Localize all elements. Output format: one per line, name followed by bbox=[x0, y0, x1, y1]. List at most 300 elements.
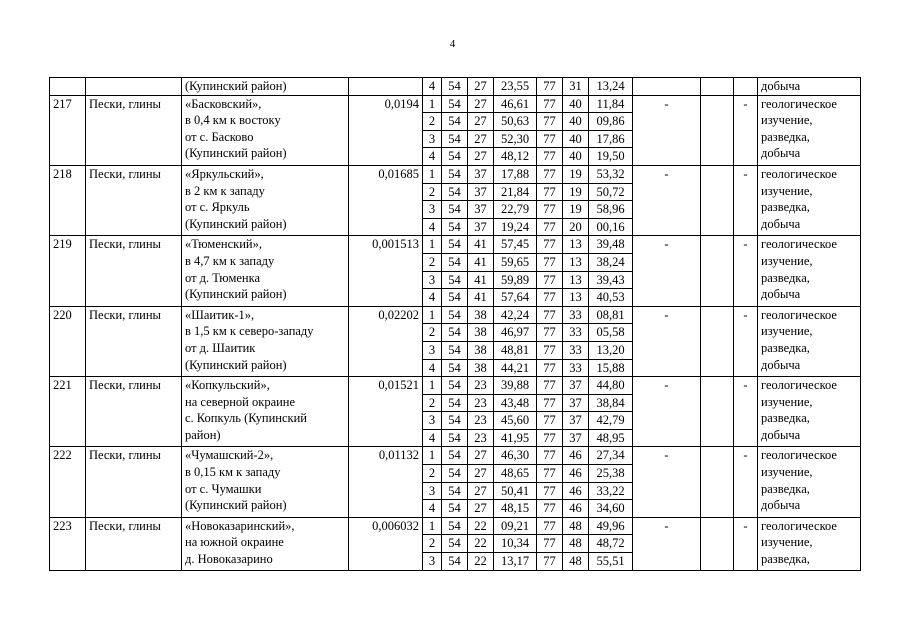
cell-lon-sec: 05,58 bbox=[589, 324, 633, 342]
cell-lon-deg: 77 bbox=[537, 412, 563, 430]
cell-point-n: 1 bbox=[423, 95, 442, 113]
cell-lon-min: 46 bbox=[563, 482, 589, 500]
cell-lat-deg: 54 bbox=[442, 183, 468, 201]
table-row bbox=[50, 236, 861, 254]
cell-lon-deg: 77 bbox=[537, 324, 563, 342]
cell-area: 0,02202 bbox=[349, 306, 423, 376]
purpose-line: геологическое bbox=[761, 518, 837, 533]
cell-lat-deg: 54 bbox=[442, 165, 468, 183]
table-row-continued bbox=[50, 78, 861, 96]
location-line: (Купинский район) bbox=[185, 357, 287, 372]
cell-lon-deg: 77 bbox=[537, 377, 563, 395]
cell-lon-sec: 44,80 bbox=[589, 377, 633, 395]
cell-num: 220 bbox=[50, 306, 86, 376]
cell-purpose bbox=[758, 165, 861, 235]
cell-lat-min: 38 bbox=[468, 324, 494, 342]
cell-lat-sec: 50,63 bbox=[494, 113, 537, 131]
cell-lat-min: 22 bbox=[468, 553, 494, 571]
cell-lon-min: 46 bbox=[563, 465, 589, 483]
cell-purpose bbox=[758, 377, 861, 447]
location-line: в 1,5 км к северо-западу bbox=[185, 324, 314, 339]
cell-lat-deg: 54 bbox=[442, 95, 468, 113]
table-row bbox=[50, 377, 861, 395]
cell-mineral: Пески, глины bbox=[86, 236, 182, 306]
cell-lon-deg: 77 bbox=[537, 165, 563, 183]
cell-num: 222 bbox=[50, 447, 86, 517]
cell-lon-min: 46 bbox=[563, 500, 589, 518]
cell-lon-min: 13 bbox=[563, 271, 589, 289]
cell-lon-min: 33 bbox=[563, 341, 589, 359]
cell-lon-min: 31 bbox=[563, 78, 589, 96]
cell-lon-sec: 34,60 bbox=[589, 500, 633, 518]
cell-lon-deg: 77 bbox=[537, 341, 563, 359]
cell-lat-sec: 39,88 bbox=[494, 377, 537, 395]
location-line: район) bbox=[185, 427, 221, 442]
location-line: «Копкульский», bbox=[185, 378, 270, 393]
cell-lat-sec: 57,45 bbox=[494, 236, 537, 254]
cell-point-n: 4 bbox=[423, 148, 442, 166]
cell-lat-deg: 54 bbox=[442, 78, 468, 96]
table-row bbox=[50, 306, 861, 324]
cell-extra-2 bbox=[701, 78, 734, 96]
purpose-line: изучение, bbox=[761, 324, 813, 339]
cell-lat-min: 41 bbox=[468, 236, 494, 254]
cell-lon-min: 40 bbox=[563, 148, 589, 166]
cell-lat-deg: 54 bbox=[442, 500, 468, 518]
cell-lon-deg: 77 bbox=[537, 253, 563, 271]
cell-num: 217 bbox=[50, 95, 86, 165]
cell-lon-min: 37 bbox=[563, 394, 589, 412]
cell-lat-sec: 48,81 bbox=[494, 341, 537, 359]
cell-lon-sec: 38,84 bbox=[589, 394, 633, 412]
purpose-line: изучение, bbox=[761, 535, 813, 550]
cell-location bbox=[182, 236, 349, 306]
cell-extra-2 bbox=[701, 447, 734, 517]
cell-point-n: 1 bbox=[423, 447, 442, 465]
cell-lat-min: 22 bbox=[468, 517, 494, 535]
cell-point-n: 2 bbox=[423, 465, 442, 483]
purpose-line: разведка, bbox=[761, 411, 810, 426]
cell-lon-min: 13 bbox=[563, 289, 589, 307]
purpose-line: геологическое bbox=[761, 378, 837, 393]
cell-lat-min: 27 bbox=[468, 113, 494, 131]
table-row bbox=[50, 517, 861, 535]
cell-extra-1: - bbox=[633, 165, 701, 235]
cell-purpose bbox=[758, 447, 861, 517]
cell-extra-1: - bbox=[633, 95, 701, 165]
cell-lat-min: 37 bbox=[468, 165, 494, 183]
cell-lat-sec: 45,60 bbox=[494, 412, 537, 430]
cell-area bbox=[349, 78, 423, 96]
cell-purpose bbox=[758, 95, 861, 165]
cell-lat-deg: 54 bbox=[442, 253, 468, 271]
cell-lon-sec: 39,48 bbox=[589, 236, 633, 254]
cell-lat-min: 27 bbox=[468, 148, 494, 166]
cell-lat-min: 23 bbox=[468, 394, 494, 412]
cell-lat-min: 41 bbox=[468, 289, 494, 307]
cell-point-n: 3 bbox=[423, 201, 442, 219]
cell-lat-deg: 54 bbox=[442, 359, 468, 377]
cell-point-n: 3 bbox=[423, 341, 442, 359]
cell-lon-sec: 48,72 bbox=[589, 535, 633, 553]
cell-lat-min: 27 bbox=[468, 78, 494, 96]
cell-lon-deg: 77 bbox=[537, 465, 563, 483]
cell-lon-sec: 40,53 bbox=[589, 289, 633, 307]
cell-purpose bbox=[758, 236, 861, 306]
cell-lon-min: 48 bbox=[563, 553, 589, 571]
cell-point-n: 1 bbox=[423, 236, 442, 254]
cell-lat-deg: 54 bbox=[442, 341, 468, 359]
cell-location bbox=[182, 447, 349, 517]
purpose-line: разведка, bbox=[761, 129, 810, 144]
cell-lat-deg: 54 bbox=[442, 218, 468, 236]
cell-lon-sec: 55,51 bbox=[589, 553, 633, 571]
cell-extra-2 bbox=[701, 377, 734, 447]
purpose-line: разведка, bbox=[761, 340, 810, 355]
cell-point-n: 2 bbox=[423, 324, 442, 342]
cell-lon-sec: 38,24 bbox=[589, 253, 633, 271]
cell-area: 0,006032 bbox=[349, 517, 423, 570]
cell-location bbox=[182, 165, 349, 235]
purpose-line: добыча bbox=[761, 357, 801, 372]
cell-point-n: 3 bbox=[423, 271, 442, 289]
purpose-line: геологическое bbox=[761, 237, 837, 252]
cell-lon-min: 33 bbox=[563, 306, 589, 324]
cell-lon-deg: 77 bbox=[537, 500, 563, 518]
cell-lon-sec: 58,96 bbox=[589, 201, 633, 219]
cell-lon-min: 37 bbox=[563, 377, 589, 395]
cell-lon-min: 33 bbox=[563, 324, 589, 342]
cell-lat-sec: 21,84 bbox=[494, 183, 537, 201]
cell-lon-sec: 15,88 bbox=[589, 359, 633, 377]
purpose-line: добыча bbox=[761, 216, 801, 231]
cell-mineral: Пески, глины bbox=[86, 165, 182, 235]
cell-extra-3: - bbox=[734, 236, 758, 306]
location-line: д. Новоказарино bbox=[185, 552, 273, 567]
cell-extra-3: - bbox=[734, 377, 758, 447]
location-line: в 0,15 км к западу bbox=[185, 465, 281, 480]
cell-lat-sec: 23,55 bbox=[494, 78, 537, 96]
cell-area: 0,001513 bbox=[349, 236, 423, 306]
cell-lon-deg: 77 bbox=[537, 394, 563, 412]
cell-lon-deg: 77 bbox=[537, 517, 563, 535]
cell-mineral: Пески, глины bbox=[86, 306, 182, 376]
cell-lat-deg: 54 bbox=[442, 306, 468, 324]
cell-lon-deg: 77 bbox=[537, 359, 563, 377]
cell-point-n: 4 bbox=[423, 359, 442, 377]
cell-lat-min: 27 bbox=[468, 465, 494, 483]
cell-point-n: 1 bbox=[423, 377, 442, 395]
cell-mineral: Пески, глины bbox=[86, 517, 182, 570]
cell-point-n: 3 bbox=[423, 553, 442, 571]
location-line: (Купинский район) bbox=[185, 498, 287, 513]
cell-extra-3: - bbox=[734, 517, 758, 570]
cell-extra-1: - bbox=[633, 447, 701, 517]
location-line: «Чумашский-2», bbox=[185, 448, 274, 463]
cell-lat-deg: 54 bbox=[442, 289, 468, 307]
cell-extra-3 bbox=[734, 78, 758, 96]
cell-location bbox=[182, 377, 349, 447]
cell-lon-sec: 49,96 bbox=[589, 517, 633, 535]
cell-lat-deg: 54 bbox=[442, 148, 468, 166]
cell-area: 0,01521 bbox=[349, 377, 423, 447]
location-line: от с. Чумашки bbox=[185, 481, 262, 496]
cell-mineral: Пески, глины bbox=[86, 447, 182, 517]
purpose-line: разведка, bbox=[761, 200, 810, 215]
location-line: (Купинский район) bbox=[185, 216, 287, 231]
purpose-line: разведка, bbox=[761, 481, 810, 496]
cell-num bbox=[50, 78, 86, 96]
cell-lat-sec: 50,41 bbox=[494, 482, 537, 500]
cell-lat-min: 22 bbox=[468, 535, 494, 553]
cell-extra-1: - bbox=[633, 306, 701, 376]
cell-lon-deg: 77 bbox=[537, 78, 563, 96]
location-line: от с. Басково bbox=[185, 129, 254, 144]
cell-lat-sec: 46,30 bbox=[494, 447, 537, 465]
cell-lon-min: 37 bbox=[563, 429, 589, 447]
cell-lon-min: 40 bbox=[563, 130, 589, 148]
cell-lon-sec: 13,20 bbox=[589, 341, 633, 359]
table-row bbox=[50, 447, 861, 465]
cell-extra-2 bbox=[701, 165, 734, 235]
cell-lat-sec: 22,79 bbox=[494, 201, 537, 219]
cell-lon-deg: 77 bbox=[537, 535, 563, 553]
cell-lon-min: 19 bbox=[563, 183, 589, 201]
cell-lat-sec: 59,65 bbox=[494, 253, 537, 271]
location-line: от с. Яркуль bbox=[185, 200, 250, 215]
cell-lat-min: 23 bbox=[468, 377, 494, 395]
cell-lon-deg: 77 bbox=[537, 429, 563, 447]
cell-lon-sec: 17,86 bbox=[589, 130, 633, 148]
cell-lat-sec: 48,65 bbox=[494, 465, 537, 483]
table-row bbox=[50, 165, 861, 183]
purpose-line: геологическое bbox=[761, 166, 837, 181]
cell-lon-sec: 50,72 bbox=[589, 183, 633, 201]
cell-lon-sec: 13,24 bbox=[589, 78, 633, 96]
table-row bbox=[50, 95, 861, 113]
cell-point-n: 3 bbox=[423, 482, 442, 500]
purpose-line: изучение, bbox=[761, 253, 813, 268]
cell-extra-3: - bbox=[734, 95, 758, 165]
cell-location: (Купинский район) bbox=[182, 78, 349, 96]
location-line: на южной окраине bbox=[185, 535, 284, 550]
purpose-line: геологическое bbox=[761, 96, 837, 111]
cell-lon-sec: 09,86 bbox=[589, 113, 633, 131]
cell-lat-deg: 54 bbox=[442, 412, 468, 430]
cell-lon-min: 19 bbox=[563, 201, 589, 219]
cell-lat-min: 27 bbox=[468, 130, 494, 148]
cell-lon-deg: 77 bbox=[537, 482, 563, 500]
cell-mineral: Пески, глины bbox=[86, 377, 182, 447]
cell-purpose bbox=[758, 517, 861, 570]
cell-extra-3: - bbox=[734, 306, 758, 376]
cell-lon-deg: 77 bbox=[537, 95, 563, 113]
cell-point-n: 2 bbox=[423, 183, 442, 201]
cell-lat-min: 38 bbox=[468, 306, 494, 324]
cell-area: 0,01685 bbox=[349, 165, 423, 235]
location-line: «Тюменский», bbox=[185, 237, 262, 252]
cell-lat-min: 41 bbox=[468, 253, 494, 271]
cell-lon-min: 48 bbox=[563, 535, 589, 553]
cell-lat-min: 27 bbox=[468, 447, 494, 465]
cell-point-n: 4 bbox=[423, 78, 442, 96]
purpose-line: добыча bbox=[761, 427, 801, 442]
cell-lat-sec: 57,64 bbox=[494, 289, 537, 307]
cell-point-n: 4 bbox=[423, 289, 442, 307]
cell-lon-sec: 00,16 bbox=[589, 218, 633, 236]
cell-lon-min: 19 bbox=[563, 165, 589, 183]
cell-lon-sec: 48,95 bbox=[589, 429, 633, 447]
cell-point-n: 4 bbox=[423, 429, 442, 447]
cell-lat-min: 23 bbox=[468, 429, 494, 447]
cell-location bbox=[182, 306, 349, 376]
cell-lat-deg: 54 bbox=[442, 517, 468, 535]
cell-lat-sec: 43,48 bbox=[494, 394, 537, 412]
location-line: (Купинский район) bbox=[185, 287, 287, 302]
cell-lon-min: 33 bbox=[563, 359, 589, 377]
location-line: от д. Шаитик bbox=[185, 340, 256, 355]
cell-lat-sec: 48,12 bbox=[494, 148, 537, 166]
cell-lat-sec: 59,89 bbox=[494, 271, 537, 289]
cell-point-n: 1 bbox=[423, 517, 442, 535]
cell-point-n: 1 bbox=[423, 306, 442, 324]
cell-lon-sec: 33,22 bbox=[589, 482, 633, 500]
cell-extra-1: - bbox=[633, 377, 701, 447]
location-line: на северной окраине bbox=[185, 394, 296, 409]
cell-lat-deg: 54 bbox=[442, 130, 468, 148]
cell-lat-min: 27 bbox=[468, 482, 494, 500]
cell-lat-deg: 54 bbox=[442, 429, 468, 447]
cell-lon-deg: 77 bbox=[537, 447, 563, 465]
cell-lon-deg: 77 bbox=[537, 289, 563, 307]
purpose-line: изучение, bbox=[761, 113, 813, 128]
cell-lon-deg: 77 bbox=[537, 148, 563, 166]
cell-lon-deg: 77 bbox=[537, 553, 563, 571]
cell-lat-min: 37 bbox=[468, 201, 494, 219]
cell-lat-sec: 44,21 bbox=[494, 359, 537, 377]
cell-lon-deg: 77 bbox=[537, 271, 563, 289]
cell-purpose: добыча bbox=[758, 78, 861, 96]
deposits-table bbox=[49, 77, 861, 571]
cell-lat-sec: 41,95 bbox=[494, 429, 537, 447]
cell-lat-sec: 13,17 bbox=[494, 553, 537, 571]
cell-mineral: Пески, глины bbox=[86, 95, 182, 165]
cell-lat-min: 41 bbox=[468, 271, 494, 289]
cell-lat-deg: 54 bbox=[442, 324, 468, 342]
cell-lon-min: 48 bbox=[563, 517, 589, 535]
cell-num: 218 bbox=[50, 165, 86, 235]
cell-lon-deg: 77 bbox=[537, 306, 563, 324]
cell-point-n: 4 bbox=[423, 500, 442, 518]
cell-lon-sec: 11,84 bbox=[589, 95, 633, 113]
cell-lon-sec: 39,43 bbox=[589, 271, 633, 289]
cell-point-n: 2 bbox=[423, 113, 442, 131]
purpose-line: добыча bbox=[761, 498, 801, 513]
cell-lat-sec: 48,15 bbox=[494, 500, 537, 518]
cell-mineral bbox=[86, 78, 182, 96]
purpose-line: разведка, bbox=[761, 270, 810, 285]
cell-extra-2 bbox=[701, 236, 734, 306]
cell-lat-min: 37 bbox=[468, 183, 494, 201]
cell-lat-sec: 46,97 bbox=[494, 324, 537, 342]
cell-lon-min: 13 bbox=[563, 253, 589, 271]
cell-lon-min: 40 bbox=[563, 95, 589, 113]
cell-point-n: 1 bbox=[423, 165, 442, 183]
purpose-line: добыча bbox=[761, 146, 801, 161]
cell-lat-min: 38 bbox=[468, 341, 494, 359]
cell-extra-3: - bbox=[734, 165, 758, 235]
cell-num: 221 bbox=[50, 377, 86, 447]
page-number: 4 bbox=[449, 38, 456, 50]
cell-lat-deg: 54 bbox=[442, 377, 468, 395]
cell-lon-min: 37 bbox=[563, 412, 589, 430]
cell-lon-min: 40 bbox=[563, 113, 589, 131]
cell-lat-sec: 10,34 bbox=[494, 535, 537, 553]
location-line: «Яркульский», bbox=[185, 166, 264, 181]
location-line: (Купинский район) bbox=[185, 146, 287, 161]
location-line: «Шаитик-1», bbox=[185, 307, 255, 322]
cell-point-n: 2 bbox=[423, 535, 442, 553]
cell-lon-deg: 77 bbox=[537, 183, 563, 201]
location-line: «Новоказаринский», bbox=[185, 518, 295, 533]
cell-num: 223 bbox=[50, 517, 86, 570]
cell-lat-deg: 54 bbox=[442, 201, 468, 219]
cell-lat-deg: 54 bbox=[442, 236, 468, 254]
cell-extra-1 bbox=[633, 78, 701, 96]
cell-lat-deg: 54 bbox=[442, 482, 468, 500]
location-line: от д. Тюменка bbox=[185, 270, 261, 285]
cell-lat-sec: 46,61 bbox=[494, 95, 537, 113]
cell-location bbox=[182, 517, 349, 570]
table-body bbox=[50, 78, 861, 571]
cell-lon-deg: 77 bbox=[537, 236, 563, 254]
cell-lon-sec: 42,79 bbox=[589, 412, 633, 430]
cell-area: 0,0194 bbox=[349, 95, 423, 165]
cell-lat-deg: 54 bbox=[442, 113, 468, 131]
cell-lat-sec: 17,88 bbox=[494, 165, 537, 183]
cell-lat-deg: 54 bbox=[442, 535, 468, 553]
cell-point-n: 3 bbox=[423, 412, 442, 430]
purpose-line: изучение, bbox=[761, 394, 813, 409]
cell-purpose bbox=[758, 306, 861, 376]
cell-lat-deg: 54 bbox=[442, 553, 468, 571]
purpose-line: изучение, bbox=[761, 183, 813, 198]
location-line: в 0,4 км к востоку bbox=[185, 113, 281, 128]
cell-lon-min: 46 bbox=[563, 447, 589, 465]
cell-lon-sec: 19,50 bbox=[589, 148, 633, 166]
location-line: с. Копкуль (Купинский bbox=[185, 411, 307, 426]
purpose-line: геологическое bbox=[761, 448, 837, 463]
cell-lat-sec: 42,24 bbox=[494, 306, 537, 324]
cell-lon-deg: 77 bbox=[537, 201, 563, 219]
cell-lon-sec: 27,34 bbox=[589, 447, 633, 465]
cell-lat-deg: 54 bbox=[442, 465, 468, 483]
location-line: в 2 км к западу bbox=[185, 183, 265, 198]
location-line: в 4,7 км к западу bbox=[185, 253, 275, 268]
cell-point-n: 2 bbox=[423, 253, 442, 271]
cell-point-n: 4 bbox=[423, 218, 442, 236]
purpose-line: добыча bbox=[761, 287, 801, 302]
cell-point-n: 2 bbox=[423, 394, 442, 412]
cell-lat-sec: 09,21 bbox=[494, 517, 537, 535]
cell-location bbox=[182, 95, 349, 165]
cell-num: 219 bbox=[50, 236, 86, 306]
cell-lon-sec: 25,38 bbox=[589, 465, 633, 483]
cell-extra-1: - bbox=[633, 517, 701, 570]
cell-lat-sec: 19,24 bbox=[494, 218, 537, 236]
cell-lon-min: 13 bbox=[563, 236, 589, 254]
cell-extra-3: - bbox=[734, 447, 758, 517]
